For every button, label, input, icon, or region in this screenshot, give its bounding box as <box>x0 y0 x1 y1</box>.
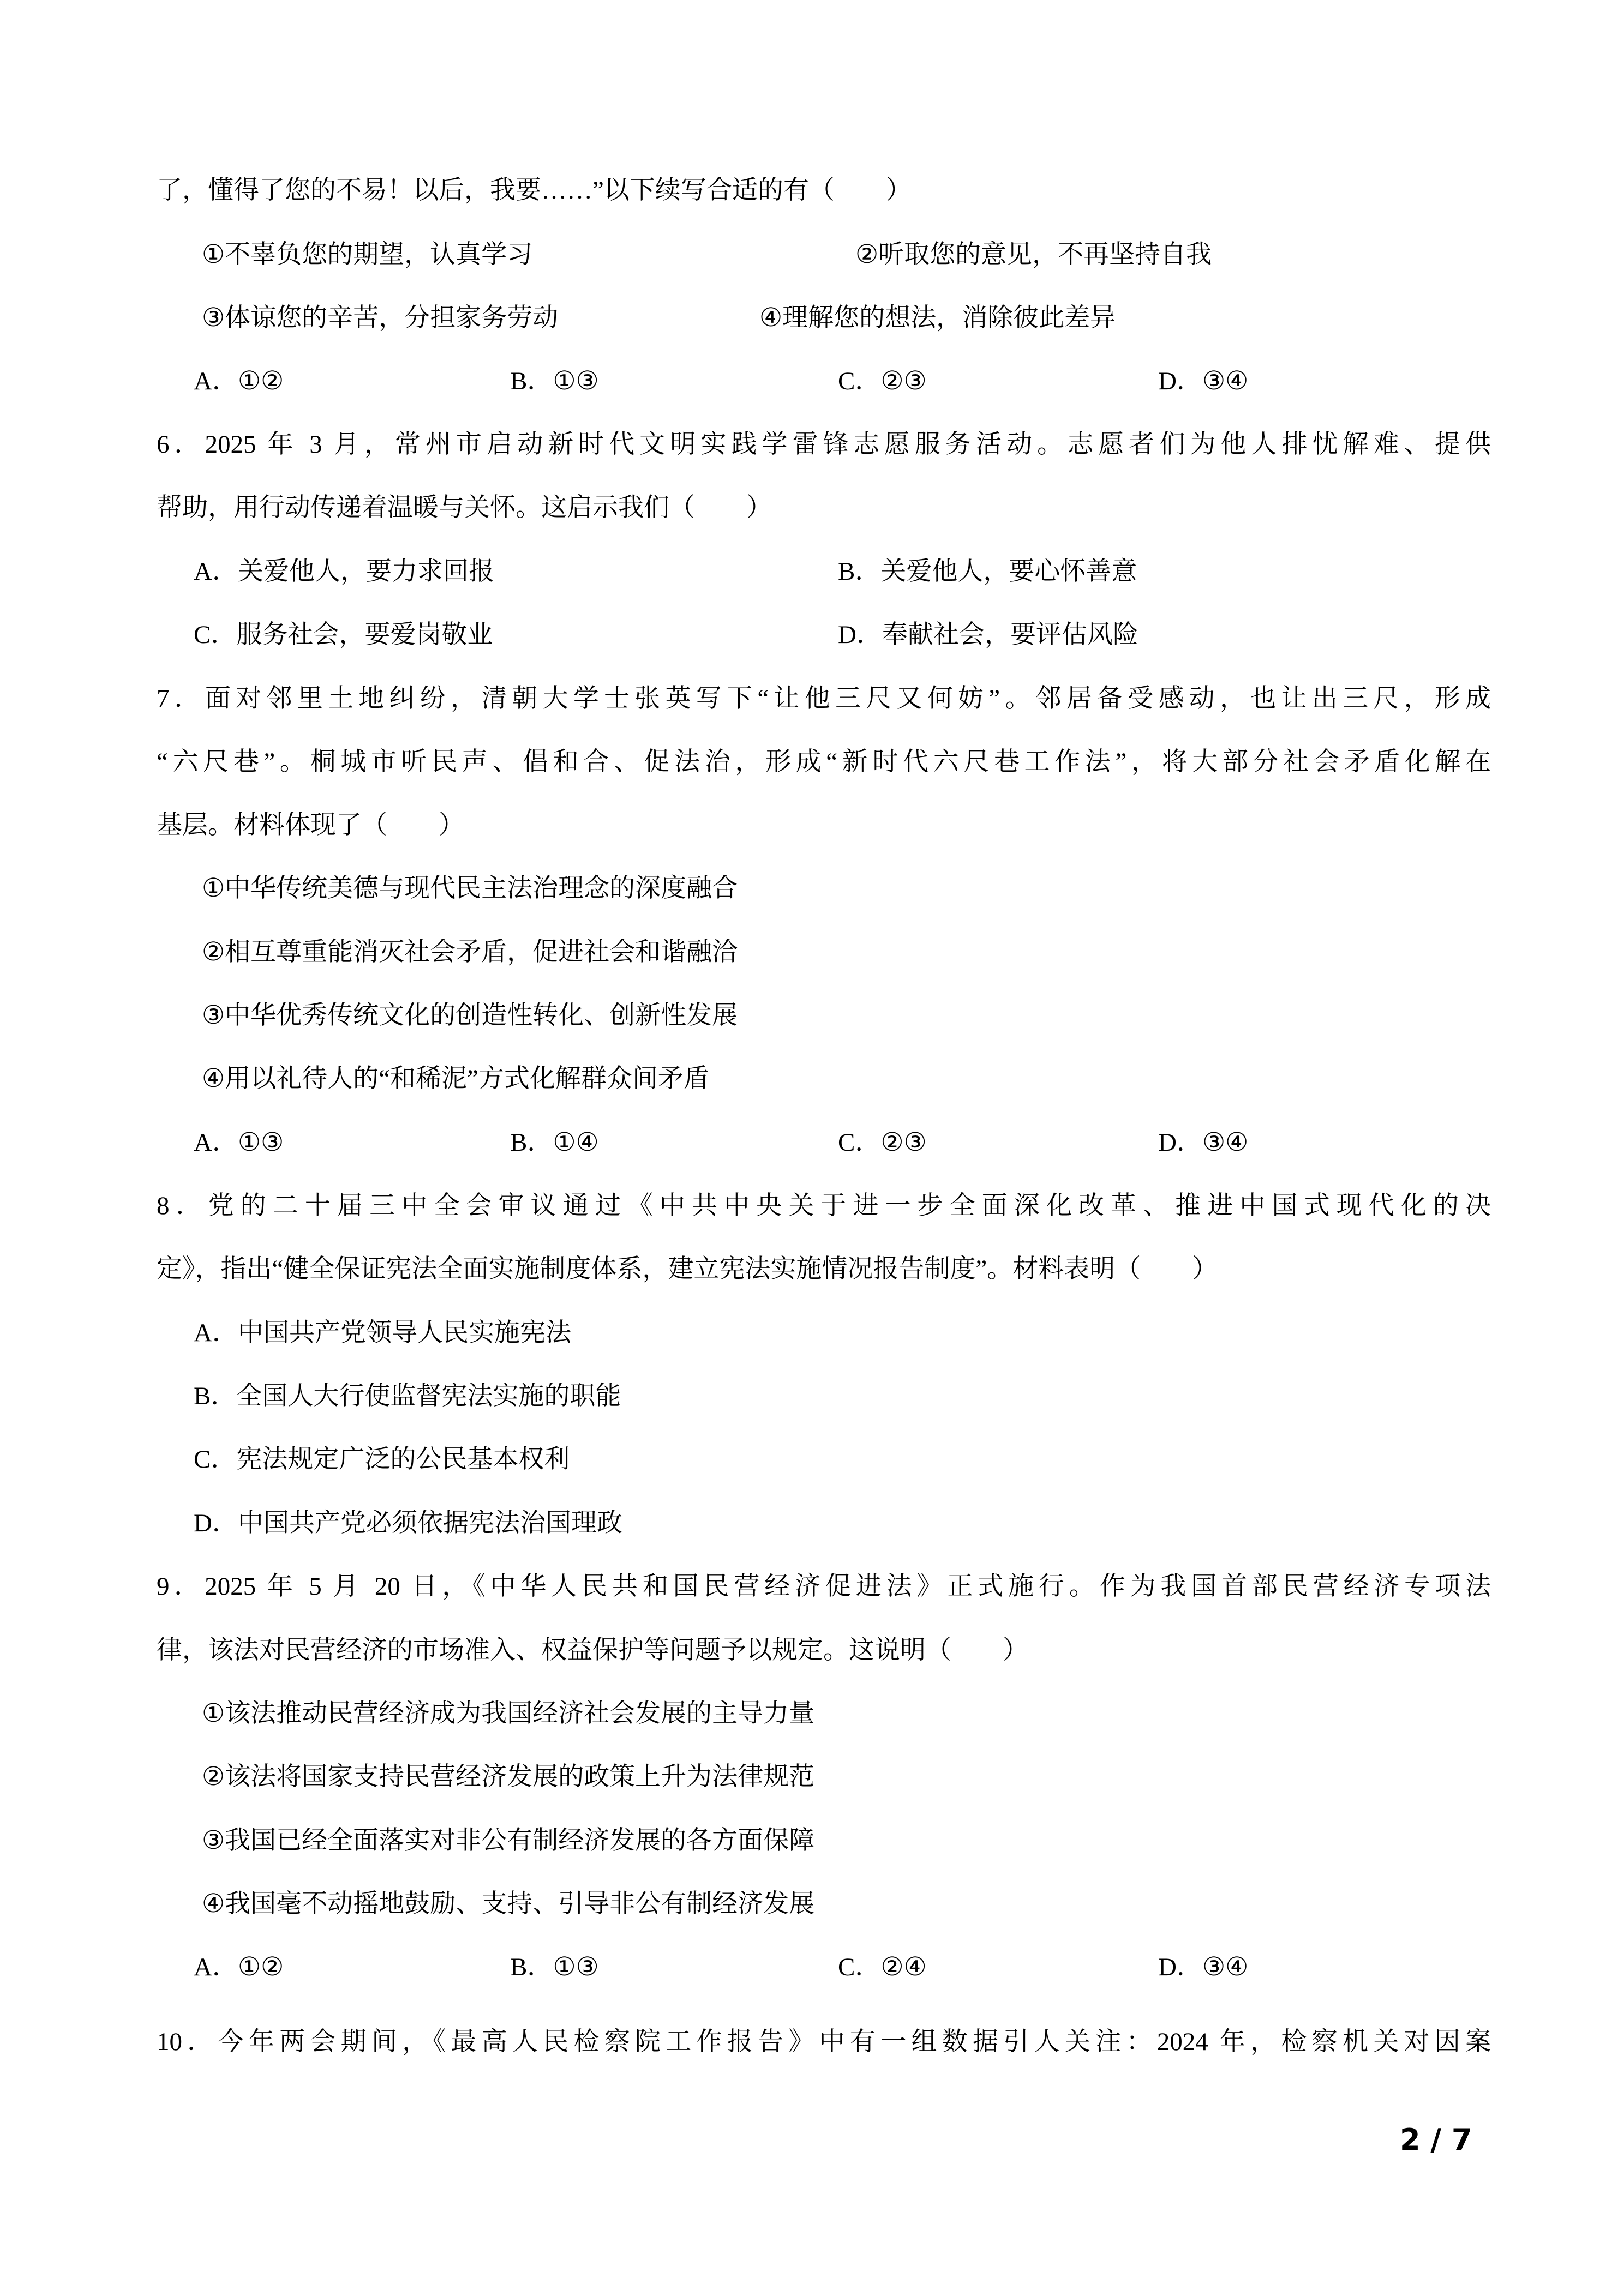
q10-stem-line1: 10．今年两会期间，《最高人民检察院工作报告》中有一组数据引人关注：2024 年，检察机关对因案 <box>157 2028 1491 2056</box>
q9-stem-line1: 9．2025 年 5 月 20 日，《中华人民共和国民营经济促进法》正式施行。作为我国首部民营经济专项法 <box>157 1572 1491 1601</box>
q8-answer-c: C．宪法规定广泛的公民基本权利 <box>194 1445 570 1474</box>
q9-option-1: ①该法推动民营经济成为我国经济社会发展的主导力量 <box>202 1699 815 1728</box>
q9-answer-c: C．②④ <box>838 1953 927 1981</box>
q7-option-4: ④用以礼待人的“和稀泥”方式化解群众间矛盾 <box>202 1065 709 1093</box>
q5-answer-a: A．①② <box>194 367 284 395</box>
q9-answer-d: D．③④ <box>1158 1953 1249 1981</box>
q9-option-3: ③我国已经全面落实对非公有制经济发展的各方面保障 <box>202 1826 815 1855</box>
q7-stem-line2: “六尺巷”。桐城市听民声、倡和合、促法治，形成“新时代六尺巷工作法”，将大部分社会矛盾化解在 <box>157 748 1491 776</box>
q8-answer-b: B．全国人大行使监督宪法实施的职能 <box>194 1382 621 1410</box>
q7-answer-d: D．③④ <box>1158 1128 1249 1157</box>
q6-answer-c: C．服务社会，要爱岗敬业 <box>194 621 493 649</box>
q9-stem-line2: 律，该法对民营经济的市场准入、权益保护等问题予以规定。这说明（ ） <box>157 1636 1028 1664</box>
q8-stem-line2: 定》，指出“健全保证宪法全面实施制度体系，建立宪法实施情况报告制度”。材料表明（ ） <box>157 1255 1218 1283</box>
q6-stem-line1: 6．2025 年 3 月，常州市启动新时代文明实践学雷锋志愿服务活动。志愿者们为他人排忧解难、提供 <box>157 430 1491 459</box>
q5-option-4: ④理解您的想法，消除彼此差异 <box>759 304 1116 332</box>
q6-stem-line2: 帮助，用行动传递着温暖与关怀。这启示我们（ ） <box>157 494 772 522</box>
q7-option-3: ③中华优秀传统文化的创造性转化、创新性发展 <box>202 1001 738 1030</box>
q5-answer-b: B．①③ <box>510 367 599 395</box>
q6-answer-d: D．奉献社会，要评估风险 <box>838 621 1138 649</box>
q5-option-3: ③体谅您的辛苦，分担家务劳动 <box>202 304 559 332</box>
q7-stem-line3: 基层。材料体现了（ ） <box>157 811 464 839</box>
q7-answer-c: C．②③ <box>838 1128 927 1157</box>
q7-answer-a: A．①③ <box>194 1128 284 1157</box>
q7-stem-line1: 7．面对邻里土地纠纷，清朝大学士张英写下“让他三尺又何妨”。邻居备受感动，也让出三尺，形成 <box>157 684 1491 713</box>
q5-option-1: ①不辜负您的期望，认真学习 <box>202 241 533 269</box>
page-number: 2 / 7 <box>1400 2123 1472 2157</box>
q7-option-2: ②相互尊重能消灭社会矛盾，促进社会和谐融洽 <box>202 938 738 966</box>
q9-option-4: ④我国毫不动摇地鼓励、支持、引导非公有制经济发展 <box>202 1890 815 1918</box>
q5-option-2: ②听取您的意见，不再坚持自我 <box>855 241 1212 269</box>
q9-option-2: ②该法将国家支持民营经济发展的政策上升为法律规范 <box>202 1763 815 1791</box>
q7-option-1: ①中华传统美德与现代民主法治理念的深度融合 <box>202 874 738 903</box>
q5-stem-continuation: 了，懂得了您的不易！以后，我要……”以下续写合适的有（ ） <box>157 176 912 205</box>
q9-answer-a: A．①② <box>194 1953 284 1981</box>
q6-answer-a: A．关爱他人，要力求回报 <box>194 557 494 586</box>
q5-answer-c: C．②③ <box>838 367 927 395</box>
q6-answer-b: B．关爱他人，要心怀善意 <box>838 557 1137 586</box>
q8-answer-a: A．中国共产党领导人民实施宪法 <box>194 1319 571 1347</box>
q5-answer-d: D．③④ <box>1158 367 1249 395</box>
q9-answer-b: B．①③ <box>510 1953 599 1981</box>
q8-answer-d: D．中国共产党必须依据宪法治国理政 <box>194 1509 622 1537</box>
q8-stem-line1: 8．党的二十届三中全会审议通过《中共中央关于进一步全面深化改革、推进中国式现代化的决 <box>157 1192 1491 1220</box>
q7-answer-b: B．①④ <box>510 1128 599 1157</box>
